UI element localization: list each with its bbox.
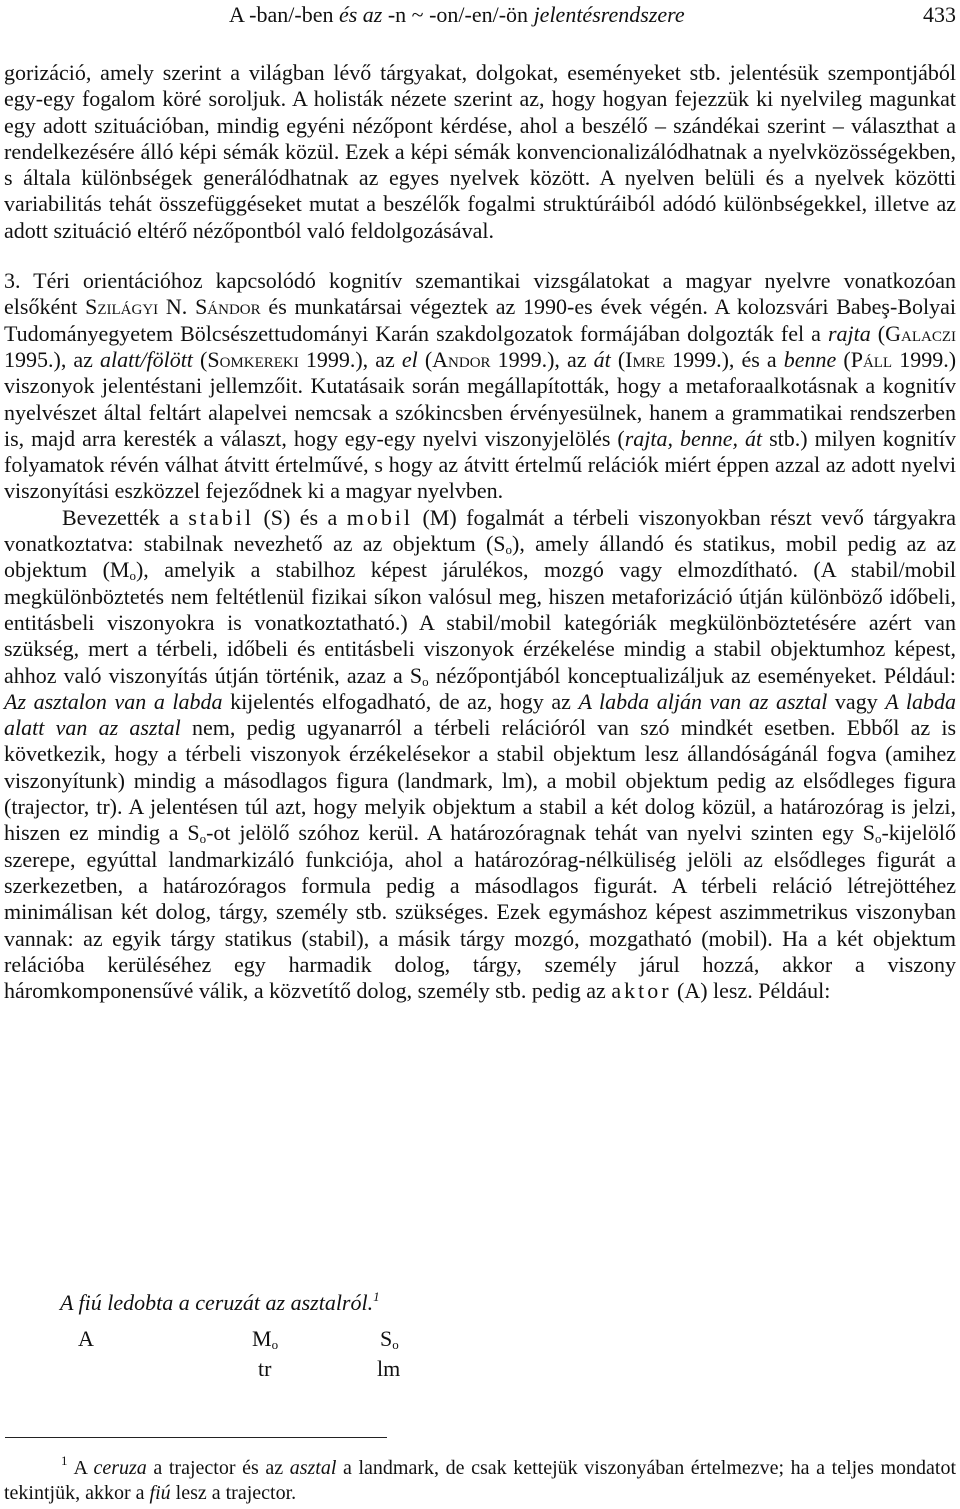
gloss-mobile: $M_o$ (252, 1326, 279, 1352)
author-name: Imre (625, 346, 666, 372)
gloss-landmark: lm (377, 1356, 401, 1381)
gloss-actor: A (78, 1326, 94, 1351)
running-title: A -ban/-ben és az -n ~ -on/-en/-ön jelentésrendszere (229, 2, 685, 27)
gloss-stable: $S_o$ (380, 1326, 399, 1352)
example-phrase: Az asztalon van a labda (4, 688, 223, 714)
author-name: Szilágyi N. Sándor (85, 294, 261, 320)
term: alatt/fölött (100, 346, 193, 372)
author-name: Somkereki (207, 346, 299, 372)
body-text (4, 60, 956, 1004)
author-name: Páll (850, 346, 893, 372)
spaced-term: stabil (188, 504, 255, 530)
page-number: 433 (923, 2, 956, 27)
footnote: $^1$ A ceruza a trajector és az asztal a landmark, de csak kettejük viszonyában értelmezve; ha a teljes mondatot tekintjük, akkor a fiú lesz a trajector. (4, 1453, 956, 1504)
example-phrase: A labda alján van az asztal (578, 688, 828, 714)
author-name: Galaczi (885, 320, 956, 346)
term: benne (783, 346, 837, 372)
paragraph-2: 3. Téri orientációhoz kapcsolódó kognitív szemantikai vizsgálatokat a magyar nyelvre vonatkozóan elsőként Szilágyi N. Sándor és munkatársai végeztek az 1990-es évek végén. A kolozsvári Babeş-Bolyai Tudományegyetem Bölcsészettudományi Karán szakdolgozatok formájában dolgozták fel a rajta (Galaczi 1995.), az alatt/fölött (Somkereki 1999.), az el (Andor 1999.), az át (Imre 1999.), és a benne (Páll 1999.) viszonyok jelentéstani jellemzőit. Kutatásaik során megállapították, hogy a metaforaalkotásnak a kognitív nyelvészet által feltárt alapelvei nemcsak a szókincsben érvényesülnek, hanem a grammatikai rendszerben is, majd arra keresték a választ, hogy egy-egy nyelvi viszonyjelölés (rajta, benne, át stb.) milyen kognitív folyamatok révén válhat átvitt értelművé, s hogy az átvitt értelmű relációk miért éppen azzal az adott nyelvi viszonyítási eszközzel fejeződnek ki a magyar nyelvben. (4, 268, 957, 504)
footnote-number: 1 (61, 1453, 68, 1468)
example-sentence: A fiú ledobta a ceruzát az asztalról.$^1$ (60, 1289, 380, 1315)
paragraph-3: Bevezették a stabil (S) és a mobil (M) fogalmát a térbeli viszonyokban részt vevő tárgyakra vonatkoztatva: stabilnak nevezhető az az objektum $(S_o)$, amely állandó és statikus, mobil pedig az az objektum $(M_o)$, amelyik a stabilhoz képest járulékos, mozgó vagy elmozdítható. (A stabil/mobil megkülönböztetés nem feltétlenül fizikai síkon valósul meg, hiszen metaforizáció útján különböző időbeli, entitásbeli viszonyokra is vonatkoztatható.) A stabil/mobil kategóriák megkülönböztetésére azért van szükség, mert a térbeli, időbeli és entitásbeli viszonyok érzékelése mindig a stabil objektumhoz képest, ahhoz való viszonyítás útján történik, azaz a $S_o$ nézőpontjából konceptualizáljuk az eseményeket. Például: Az asztalon van a labda kijelentés elfogadható, de az, hogy az A labda alján van az asztal vagy A labda alatt van az asztal nem, pedig ugyanarról a térbeli relációról van szó mindkét esetben. Ebből az is következik, hogy a térbeli viszonyok érzékelésekor a stabil objektum lesz állandóságánál fogva (amihez viszonyítunk) mindig a másodlagos figura (landmark, lm), a mobil objektum pedig az elsődleges figura (trajector, tr). A jelentésen túl azt, hogy melyik objektum a stabil a két dolog közül, a határozórag is jelzi, hiszen ez mindig a $S_o-ot$ jelölő szóhoz kerül. A határozóragnak tehát van nyelvi szinten egy $S_o$-kijelölő szerepe, egyúttal landmarkizáló funkciója, ahol a határozórag-nélküliség jelöli az elsődleges figurát a szerkezetben, a határozóragos formula pedig a másodlagos figurát. A térbeli reláció létrejöttéhez minimálisan két dolog, tárgy, személy stb. szükséges. Ezek egymáshoz képest aszimmetrikus viszonyban vannak: az egyik tárgy statikus (stabil), a másik tárgy mozgó, mozgatható (mobil). Ha a két objektum relációba kerüléséhez egy harmadik dolog, tárgy, személy járul hozzá, akkor a viszony háromkomponensűvé válik, a közvetítő dolog, személy stb. pedig az aktor (A) lesz. Például: (4, 504, 957, 1004)
section-number: 3. (4, 268, 21, 294)
footnote-marker: 1 (373, 1289, 380, 1304)
paragraph-1: gorizáció, amely szerint a világban lévő tárgyakat, dolgokat, eseményeket stb. jelentésük szempontjából egy-egy fogalom köré soroljuk. A holisták nézete szerint az, hogy hogyan fejezzük ki nyelvileg magunkat egy adott szituációban, mindig egyéni nézőpont kérdése, ahol a beszélő – szándékai szerint – választhat a rendelkezésére álló képi sémák közül. Ezek a képi sémák konvencionalizálódhatnak a nyelvközösségekben, s általa különbségek generálódhatnak az egyes nyelvek között. A nyelven belüli és a nyelvek közötti variabilitás tehát összefüggéseket mutat a beszélők fogalmi struktúráiból adódó különbségekkel, illetve az adott szituáció eltérő nézőpontból való feldolgozásával. (4, 60, 956, 243)
term: el (401, 346, 418, 372)
term: át (593, 346, 611, 372)
term: rajta (827, 320, 871, 346)
spaced-term: aktor (611, 978, 672, 1004)
gloss-trajector: tr (258, 1356, 272, 1381)
author-name: Andor (432, 346, 491, 372)
spaced-term: mobil (346, 504, 414, 530)
footnote-rule (5, 1437, 387, 1438)
running-header (229, 2, 956, 30)
example-phrase: A labda alatt van az asztal (4, 688, 956, 741)
term: rajta, benne, át (624, 425, 763, 451)
